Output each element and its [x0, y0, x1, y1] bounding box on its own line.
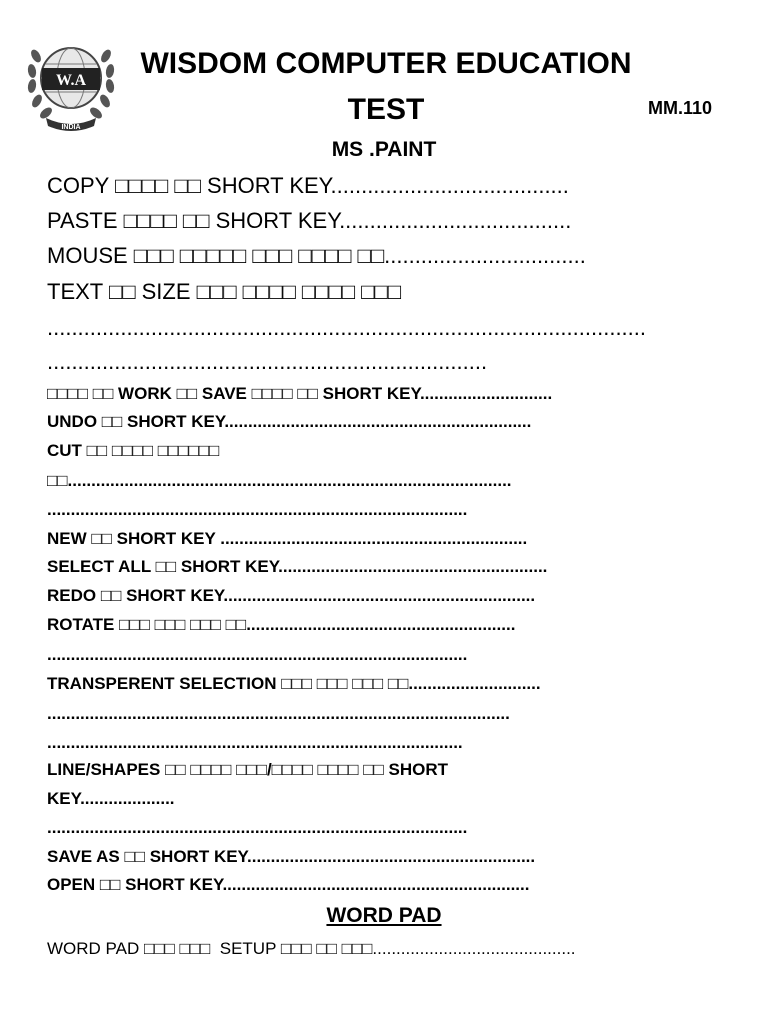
- question-line: LINE/SHAPES □□ □□□□ □□□/□□□□ □□□□ □□ SHORT: [47, 760, 449, 779]
- institute-name: WISDOM COMPUTER EDUCATION: [140, 47, 632, 80]
- question-line: TRANSPERENT SELECTION □□□ □□□ □□□ □□............................: [47, 674, 541, 693]
- logo-country: INDIA: [61, 124, 81, 131]
- question-line: SELECT ALL □□ SHORT KEY.........................................................: [47, 557, 548, 576]
- answer-dots: ........................................................................: [47, 349, 488, 374]
- test-title: TEST: [347, 93, 425, 126]
- section-word-pad: WORD PAD: [326, 904, 442, 927]
- answer-dots: ........................................................................................: [47, 733, 463, 752]
- question-line: ROTATE □□□ □□□ □□□ □□.........................................................: [47, 615, 516, 634]
- answer-dots: ..................................................................................................: [47, 704, 510, 723]
- section-ms-paint: MS .PAINT: [331, 138, 437, 161]
- question-line: MOUSE □□□ □□□□□ □□□ □□□□ □□.................................: [47, 243, 586, 268]
- question-line: REDO □□ SHORT KEY..................................................................: [47, 586, 536, 605]
- question-line: COPY □□□□ □□ SHORT KEY.......................................: [47, 173, 569, 198]
- answer-dots: .........................................................................................: [47, 818, 468, 837]
- answer-dots: ..................................................................................................: [47, 315, 647, 340]
- question-line: UNDO □□ SHORT KEY.................................................................: [47, 412, 532, 431]
- question-line: OPEN □□ SHORT KEY.................................................................: [47, 875, 530, 894]
- globe-wreath-icon: [24, 26, 118, 134]
- question-line: WORD PAD □□□ □□□ SETUP □□□ □□ □□□...........................................: [47, 939, 576, 958]
- question-line: □□□□ □□ WORK □□ SAVE □□□□ □□ SHORT KEY............................: [47, 384, 553, 403]
- institute-logo: [24, 26, 118, 134]
- question-line: SAVE AS □□ SHORT KEY.............................................................: [47, 847, 536, 866]
- logo-letters: W.A: [55, 72, 87, 89]
- answer-dots: .........................................................................................: [47, 500, 468, 519]
- question-line: CUT □□ □□□□ □□□□□□: [47, 441, 220, 460]
- question-line: NEW □□ SHORT KEY .................................................................: [47, 529, 528, 548]
- answer-dots: .........................................................................................: [47, 645, 468, 664]
- question-line: TEXT □□ SIZE □□□ □□□□ □□□□ □□□: [47, 279, 402, 304]
- max-marks: MM.110: [648, 98, 713, 118]
- question-line: KEY....................: [47, 789, 175, 808]
- answer-dots: □□..............................................................................................: [47, 471, 512, 490]
- question-line: PASTE □□□□ □□ SHORT KEY......................................: [47, 208, 572, 233]
